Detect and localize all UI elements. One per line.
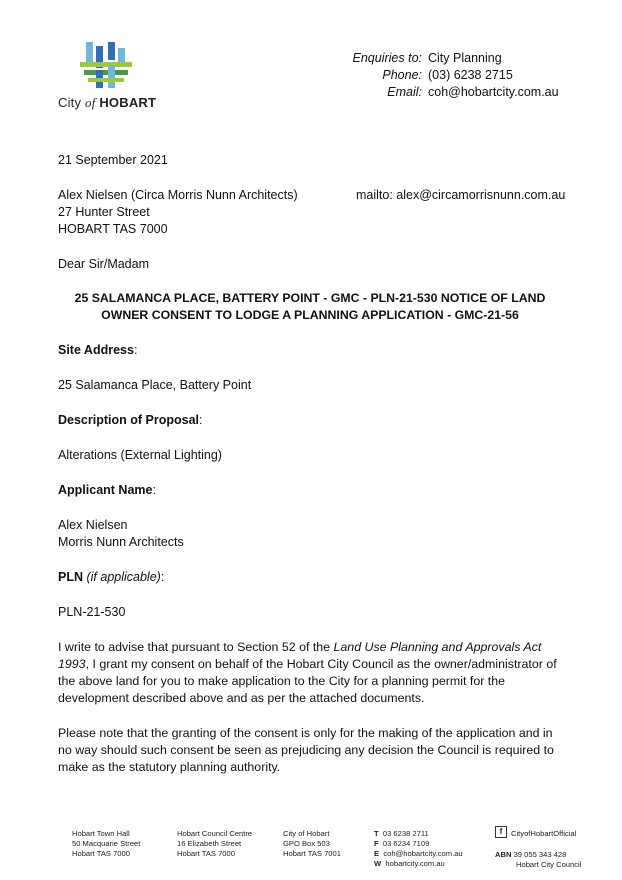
- footer-postal: [283, 829, 341, 859]
- applicant-name: Alex Nielsen: [58, 518, 128, 532]
- logo-hobart: HOBART: [99, 95, 157, 110]
- footer-line: GPO Box 503: [283, 839, 330, 848]
- recipient-mailto[interactable]: mailto: alex@circamorrisnunn.com.au: [356, 188, 566, 202]
- applicant-firm: Morris Nunn Architects: [58, 535, 184, 549]
- footer-phone: T 03 6238 2711: [374, 829, 429, 838]
- enquiries-to-label: Enquiries to:: [352, 51, 422, 65]
- footer-council-centre: [177, 829, 252, 859]
- footer-facebook[interactable]: CityofHobartOfficial: [511, 829, 577, 838]
- abn-label: ABN: [495, 850, 512, 859]
- footer-abn: [495, 850, 566, 860]
- consent-paragraph: [58, 639, 566, 707]
- email-value[interactable]: coh@hobartcity.com.au: [428, 85, 559, 99]
- email-label: Email:: [387, 85, 422, 99]
- phone-label: Phone:: [382, 68, 422, 82]
- recipient-street: 27 Hunter Street: [58, 205, 150, 219]
- consent-text-a: I write to advise that pursuant to Section 52 of the: [58, 640, 334, 654]
- disclaimer-paragraph: Please note that the granting of the consent is only for the making of the application and in no way should such consent be seen as prejudicing any decision the Council is required to make as the statutory planning authority.: [58, 726, 554, 774]
- pln-note: (if applicable): [86, 570, 161, 584]
- pln-heading: PLN (if applicable):: [58, 570, 165, 584]
- recipient-city: HOBART TAS 7000: [58, 222, 168, 236]
- footer-fax: F 03 6234 7109: [374, 839, 430, 848]
- footer-line: Hobart TAS 7001: [283, 849, 341, 858]
- footer-line: 50 Macquarie Street: [72, 839, 141, 848]
- recipient-name: Alex Nielsen (Circa Morris Nunn Architects): [58, 188, 298, 202]
- abn-value: 39 055 343 428: [513, 850, 567, 859]
- proposal-value: Alterations (External Lighting): [58, 448, 222, 462]
- footer-email: E coh@hobartcity.com.au: [374, 849, 463, 858]
- subject-line-2: OWNER CONSENT TO LODGE A PLANNING APPLICATION - GMC-21-56: [101, 308, 519, 322]
- enquiries-to-value: City Planning: [428, 51, 502, 65]
- pln-label: PLN: [58, 570, 83, 584]
- logo-wordmark: [58, 95, 156, 111]
- pln-value: PLN-21-530: [58, 605, 126, 619]
- applicant-label: Applicant Name: [58, 483, 153, 497]
- subject-line-1: 25 SALAMANCA PLACE, BATTERY POINT - GMC - PLN-21-530 NOTICE OF LAND: [74, 291, 546, 305]
- act-name: Land Use Planning and Approvals Act 1993: [58, 640, 542, 671]
- proposal-label: Description of Proposal: [58, 413, 199, 427]
- footer-line: 16 Elizabeth Street: [177, 839, 242, 848]
- site-address-heading: Site Address:: [58, 343, 138, 357]
- footer-line: Hobart Town Hall: [72, 829, 130, 838]
- facebook-icon[interactable]: f: [495, 826, 507, 838]
- footer-town-hall: [72, 829, 140, 859]
- footer-line: Hobart TAS 7000: [72, 849, 130, 858]
- proposal-heading: Description of Proposal:: [58, 413, 203, 427]
- footer-council-name: Hobart City Council: [516, 860, 582, 869]
- footer-line: Hobart TAS 7000: [177, 849, 235, 858]
- logo-city: City: [58, 95, 82, 110]
- letter-date: 21 September 2021: [58, 153, 168, 167]
- phone-value: (03) 6238 2715: [428, 68, 513, 82]
- footer-web: W hobartcity.com.au: [374, 859, 445, 868]
- salutation: Dear Sir/Madam: [58, 257, 149, 271]
- footer-contact: [374, 829, 463, 869]
- footer-line: Hobart Council Centre: [177, 829, 253, 838]
- city-of-hobart-logo: [80, 42, 132, 90]
- applicant-heading: Applicant Name:: [58, 483, 156, 497]
- consent-text-b: , I grant my consent on behalf of the Hobart City Council as the owner/administrator of the above land for you to make application to the City for a planning permit for the development described above and as per the attached documents.: [58, 657, 557, 705]
- site-address-label: Site Address: [58, 343, 134, 357]
- footer-line: City of Hobart: [283, 829, 330, 838]
- logo-of: of: [85, 95, 96, 110]
- site-address-value: 25 Salamanca Place, Battery Point: [58, 378, 252, 392]
